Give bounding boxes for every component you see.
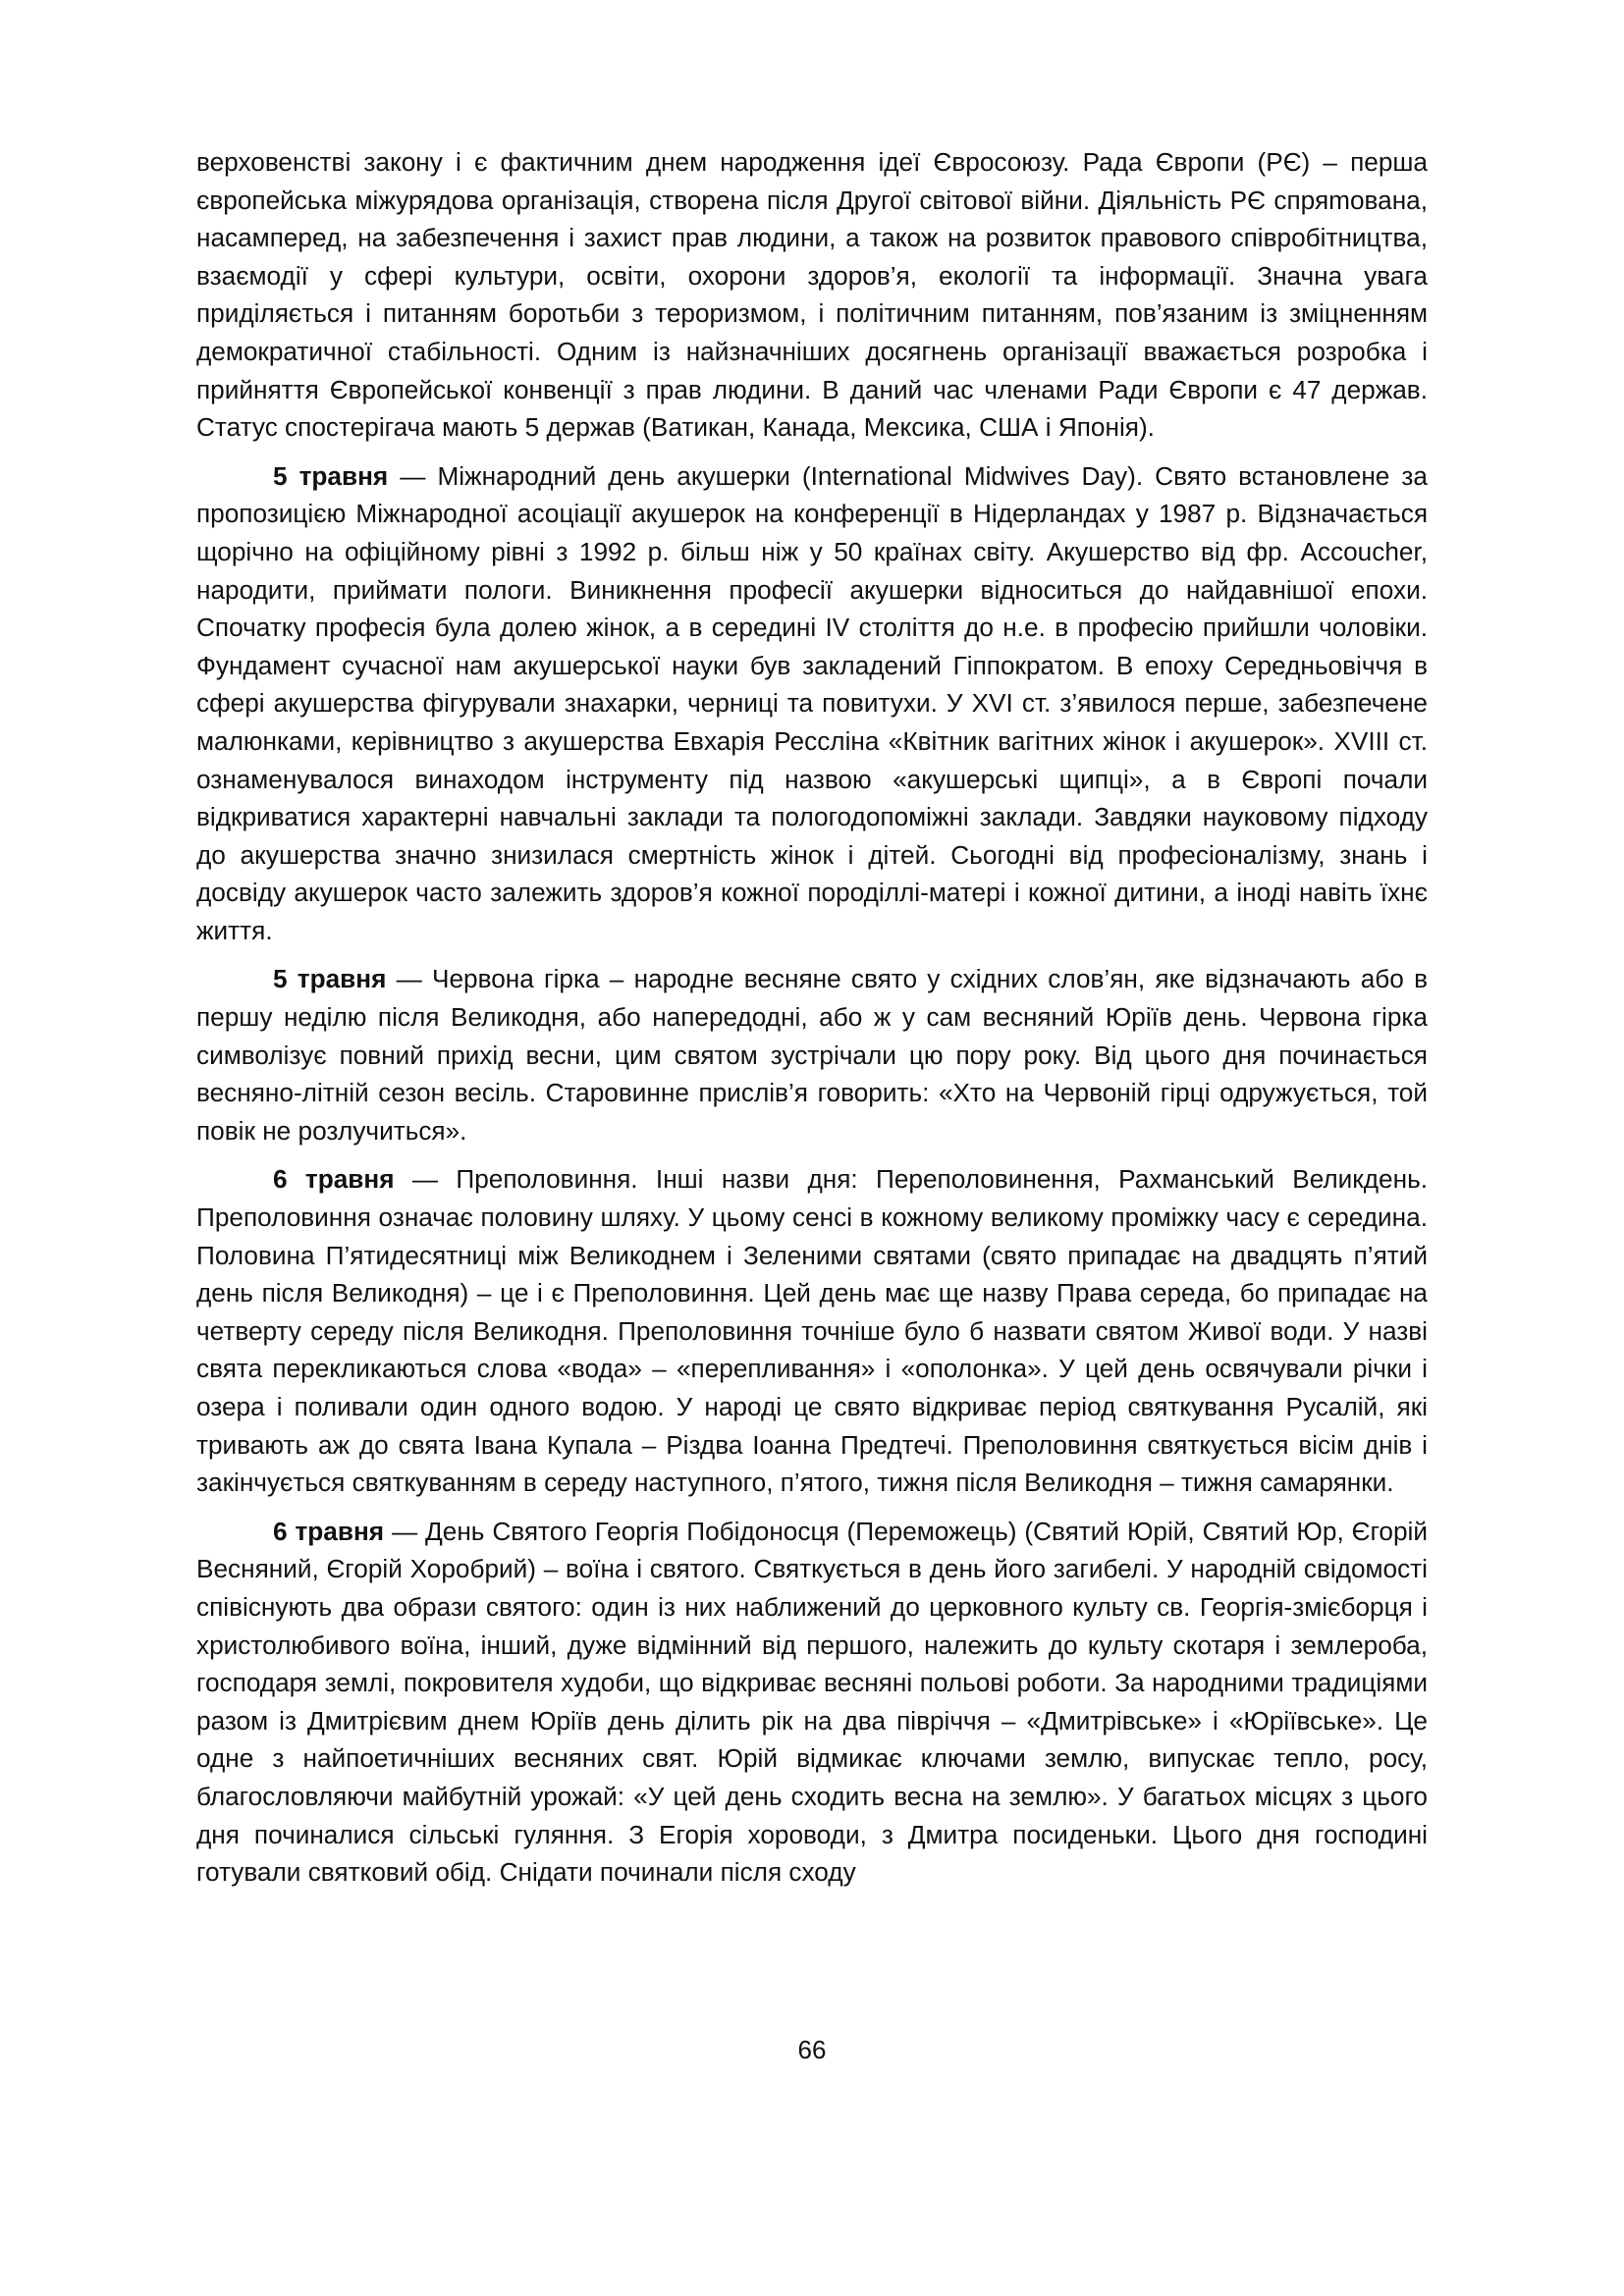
paragraph-st-george [196,1513,1428,1892]
paragraph-chervona-hirka [196,960,1428,1149]
page-body [196,143,1428,1902]
paragraph-text: — Преполовиння. Інші назви дня: Переполовинення, Рахманський Великдень. Преполовиння означає половину шляху. У цьому сенсі в кожному великому проміжку часу є середина. Половина П’ятидесятниці між Великоднем і Зеленими святами (свято припадає на двадцять п’ятий день після Великодня) – це і є Преполовиння. Цей день має ще назву Права середа, бо припадає на четверту середу після Великодня. Преполовиння точніше було б назвати святом Живої води. У назві свята перекликаються слова «вода» – «перепливання» і «ополонка». У цей день освячували річки і озера і поливали один одного водою. У народі це свято відкриває період святкування Русалій, які тривають аж до свята Івана Купала – Різдва Іоанна Предтечі. Преполовиння святкується вісім днів і закінчується святкуванням в середу наступного, п’ятого, тижня після Великодня – тижня самарянки. [196,1164,1428,1498]
paragraph-text: — Міжнародний день акушерки (International Midwives Day). Свято встановлене за пропозицією Міжнародної асоціації акушерок на конференції в Нідерландах у 1987 р. Відзначається щорічно на офіційному рівні з 1992 р. більш ніж у 50 країнах світу. Акушерство від фр. Accoucher, народити, приймати пологи. Виникнення професії акушерки відноситься до найдавнішої епохи. Спочатку професія була долею жінок, а в середині IV століття до н.е. в професію прийшли чоловіки. Фундамент сучасної нам акушерської науки був закладений Гіппократом. В епоху Середньовіччя в сфері акушерства фігурували знахарки, черниці та повитухи. У XVI ст. з’явилося перше, забезпечене малюнками, керівництво з акушерства Евхарія Ресcліна «Квітник вагітних жінок і акушерок». XVIII ст. ознаменувалося винаходом інструменту під назвою «акушерські щипці», а в Європі почали відкриватися характерні навчальні заклади та пологодопоміжні заклади. Завдяки науковому підходу до акушерства значно знизилася смертність жінок і дітей. Сьогодні від професіоналізму, знань і досвіду акушерок часто залежить здоров’я кожної породіллі-матері і кожної дитини, а іноді навіть їхнє життя. [196,460,1428,945]
paragraph-text: — Червона гірка – народне весняне свято у східних слов’ян, яке відзначають або в першу неділю після Великодня, або напередодні, або ж у сам весняний Юріїв день. Червона гірка символізує повний прихід весни, цим святом зустрічали цю пору року. Від цього дня починається весняно-літній сезон весіль. Старовинне прислів’я говорить: «Хто на Червоній гірці одружується, той повік не розлучиться». [196,964,1428,1146]
page-number: 66 [797,2035,827,2064]
paragraph-text: — День Святого Георгія Побідоносця (Переможець) (Святий Юрій, Святий Юр, Єгорій Весняний, Єгорій Хоробрий) – воїна і святого. Святкується в день його загибелі. У народній свідомості співіснують два образи святого: один із них наближений до церковного культу св. Георгія-змієборця і христолюбивого воїна, інший, дуже відмінний від першого, належить до культу скотаря і землероба, господаря землі, покровителя худоби, що відкриває весняні польові роботи. За народними традиціями разом із Дмитрієвим днем Юріїв день ділить рік на два півріччя – «Дмитрівське» і «Юріївське». Це одне з найпоетичніших весняних свят. Юрій відмикає ключами землю, випускає тепло, росу, благословляючи майбутній урожай: «У цей день сходить весна на землю». У багатьох місцях з цього дня починалися сільські гуляння. З Егорія хороводи, з Дмитра посиденьки. Цього дня господині готували святковий обід. Снідати починали після сходу [196,1516,1428,1888]
paragraph-intro [196,143,1428,447]
paragraph-midwives-day [196,457,1428,950]
paragraph-text: верховенстві закону і є фактичним днем народження ідеї Євросоюзу. Рада Європи (РЄ) – перша європейська міжурядова організація, створена після Другої світової війни. Діяльність РЄ спряmована, насамперед, на забезпечення і захист прав людини, а також на розвиток правового співробітництва, взаємодії у сфері культури, освіти, охорони здоров’я, екології та інформації. Значна увага приділяється і питанням боротьби з тероризмом, і політичним питанням, пов’язаним із зміцненням демократичної стабільності. Одним із найзначніших досягнень організації вважається розробка і прийняття Європейської конвенції з прав людини. В даний час членами Ради Європи є 47 держав. Статус спостерігача мають 5 держав (Ватикан, Канада, Мексика, США і Японія). [196,147,1428,443]
paragraph-date: 6 травня [273,1516,385,1546]
paragraph-prepolovinnia [196,1160,1428,1501]
paragraph-date: 5 травня [273,964,387,994]
paragraph-date: 6 травня [273,1164,395,1195]
paragraph-date: 5 травня [273,460,389,491]
